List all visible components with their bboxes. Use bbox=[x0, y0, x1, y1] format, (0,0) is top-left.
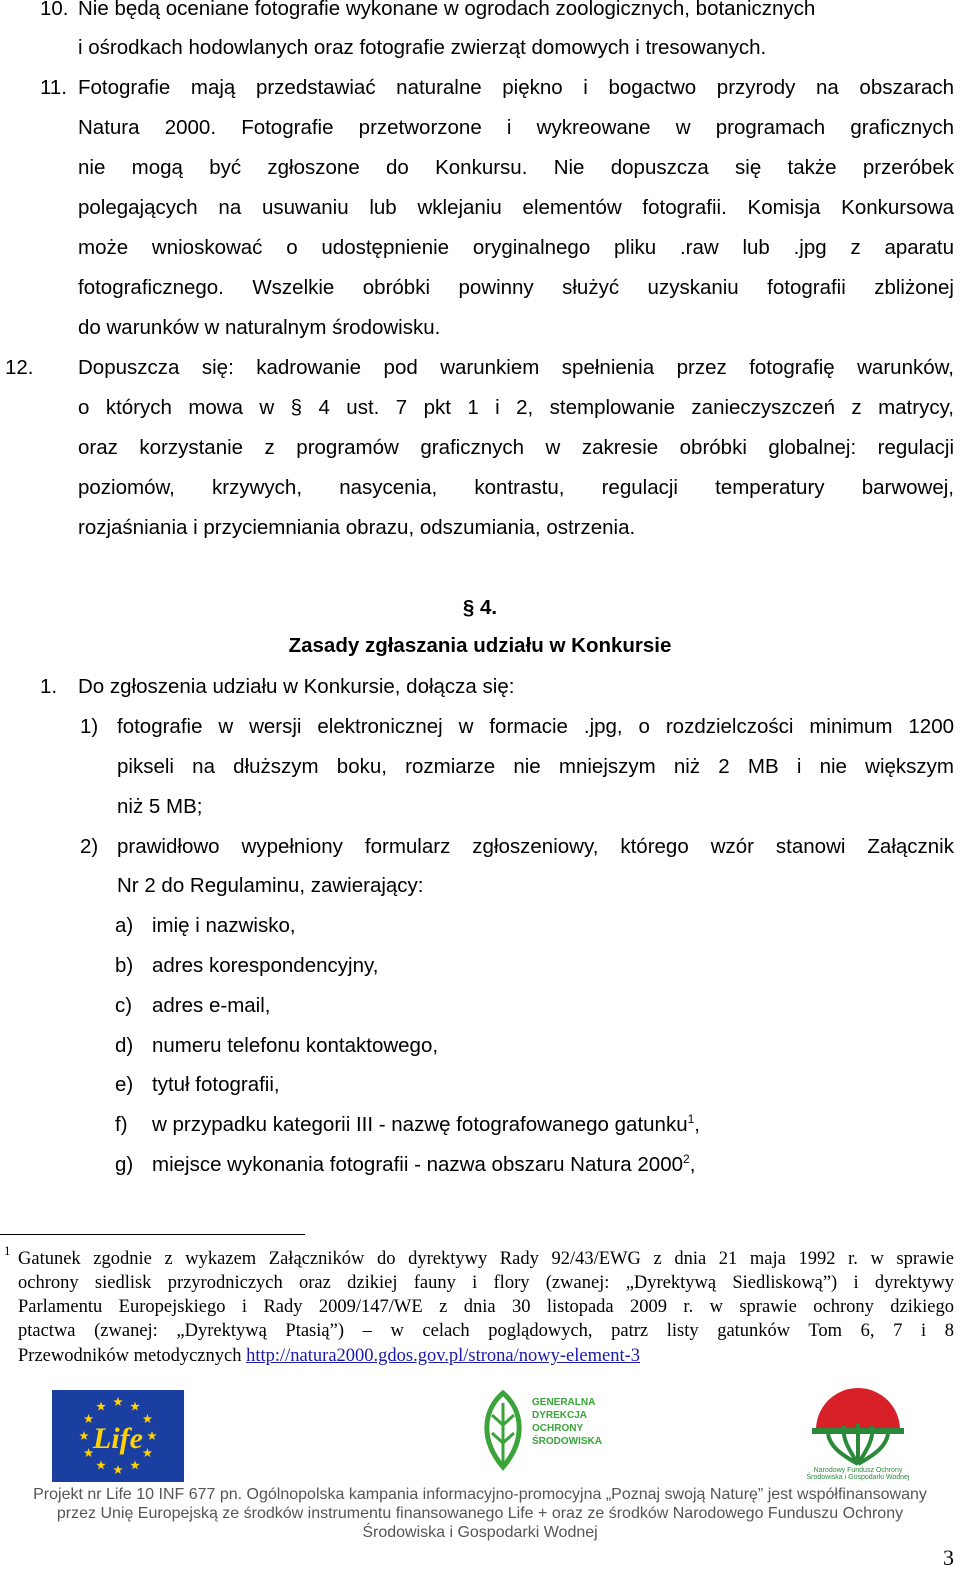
letter-item-text: miejsce wykonania fotografii - nazwa obszaru Natura 2000 bbox=[152, 1153, 683, 1176]
footnote-link[interactable]: http://natura2000.gdos.gov.pl/strona/nowy-element-3 bbox=[246, 1346, 641, 1366]
life-logo-text: Life bbox=[93, 1422, 143, 1455]
paragraph-line: Fotografie mają przedstawiać naturalne piękno i bogactwo przyrody na obszarach bbox=[78, 76, 954, 99]
nfos-text-line: Środowiska i Gospodarki Wodnej bbox=[806, 1474, 910, 1481]
letter-label: e) bbox=[115, 1073, 134, 1096]
section-title: Zasady zgłaszania udziału w Konkursie bbox=[288, 634, 672, 657]
footer-line: Projekt nr Life 10 INF 677 pn. Ogólnopolska kampania informacyjno-promocyjna „Poznaj swoją Naturę” jest współfinansowany bbox=[33, 1486, 927, 1503]
gdos-text-line: DYREKCJA bbox=[532, 1410, 588, 1421]
letter-item bbox=[152, 1113, 700, 1137]
subpoint-number: 1) bbox=[80, 715, 99, 738]
paragraph-line: Do zgłoszenia udziału w Konkursie, dołącza się: bbox=[78, 675, 515, 698]
paragraph-line: poziomów, krzywych, nasycenia, kontrastu, regulacji temperatury barwowej, bbox=[78, 476, 954, 499]
footnote-line bbox=[18, 1344, 954, 1368]
gdos-leaf-icon bbox=[478, 1385, 602, 1475]
paragraph-line: może wnioskować o udostępnienie oryginalnego pliku .raw lub .jpg z aparatu bbox=[78, 236, 954, 259]
point-number: 1. bbox=[40, 675, 58, 698]
eu-life-logo-icon bbox=[52, 1390, 184, 1482]
letter-label: f) bbox=[115, 1113, 128, 1136]
nfosigw-icon bbox=[798, 1368, 918, 1480]
paragraph-line: i ośrodkach hodowlanych oraz fotografie zwierząt domowych i tresowanych. bbox=[78, 36, 767, 59]
paragraph-line: fotografie w wersji elektronicznej w formacie .jpg, o rozdzielczości minimum 1200 bbox=[117, 715, 954, 738]
paragraph-line: niż 5 MB; bbox=[117, 795, 203, 818]
letter-item: numeru telefonu kontaktowego, bbox=[152, 1034, 439, 1057]
nfosigw-logo bbox=[798, 1368, 918, 1480]
letter-label: a) bbox=[115, 914, 134, 937]
footnote-marker: 1 bbox=[4, 1243, 11, 1258]
letter-item-text: w przypadku kategorii III - nazwę fotografowanego gatunku bbox=[152, 1113, 688, 1136]
letter-item: adres korespondencyjny, bbox=[152, 954, 379, 977]
gdos-logo bbox=[478, 1385, 602, 1475]
letter-item: imię i nazwisko, bbox=[152, 914, 296, 937]
letter-label: c) bbox=[115, 994, 133, 1017]
letter-item: adres e-mail, bbox=[152, 994, 271, 1017]
footnote-line: ochrony siedlisk przyrodniczych oraz dzikiej fauny i flory (zwanej: „Dyrektywą Siedliskową”) i dyrektywy bbox=[18, 1273, 954, 1293]
letter-label: g) bbox=[115, 1153, 134, 1176]
letter-item bbox=[152, 1153, 695, 1177]
paragraph-line: pikseli na dłuższym boku, rozmiarze nie mniejszym niż 2 MB i nie większym bbox=[117, 755, 954, 778]
paragraph-line: nie mogą być zgłoszone do Konkursu. Nie dopuszcza się także przeróbek bbox=[78, 156, 954, 179]
footnote-ref[interactable]: 2 bbox=[683, 1152, 690, 1167]
paragraph-line: Nr 2 do Regulaminu, zawierający: bbox=[117, 874, 424, 897]
gdos-text-line: OCHRONY bbox=[532, 1423, 584, 1434]
paragraph-line: rozjaśniania i przyciemniania obrazu, odszumiania, ostrzenia. bbox=[78, 516, 636, 539]
gdos-text-line: GENERALNA bbox=[532, 1397, 596, 1408]
letter-label: d) bbox=[115, 1034, 134, 1057]
letter-item-tail: , bbox=[689, 1153, 696, 1176]
page-number: 3 bbox=[943, 1545, 954, 1570]
letter-item: tytuł fotografii, bbox=[152, 1073, 280, 1096]
paragraph-line: Dopuszcza się: kadrowanie pod warunkiem spełnienia przez fotografię warunków, bbox=[78, 356, 954, 379]
footer-line: przez Unię Europejską ze środków instrumentu finansowanego Life + oraz ze środków Narodowego Funduszu Ochrony bbox=[56, 1505, 904, 1522]
point-number: 12. bbox=[5, 356, 34, 379]
paragraph-line: polegających na usuwaniu lub wklejaniu elementów fotografii. Komisja Konkursowa bbox=[78, 196, 954, 219]
footnote-ref[interactable]: 1 bbox=[687, 1112, 695, 1127]
footnote-separator bbox=[0, 1234, 305, 1235]
letter-label: b) bbox=[115, 954, 134, 977]
point-number: 10. bbox=[40, 0, 69, 20]
paragraph-line: oraz korzystanie z programów graficznych w zakresie obróbki globalnej: regulacji bbox=[78, 436, 954, 459]
footnote-line: Gatunek zgodnie z wykazem Załączników do dyrektywy Rady 92/43/EWG z dnia 21 maja 1992 r. w sprawie bbox=[18, 1249, 954, 1269]
footnote-line: ptactwa (zwanej: „Dyrektywą Ptasią”) – w celach poglądowych, patrz listy gatunków Tom 6, 7 i 8 bbox=[18, 1321, 954, 1341]
subpoint-number: 2) bbox=[80, 835, 99, 858]
paragraph-line: o których mowa w § 4 ust. 7 pkt 1 i 2, stemplowanie zanieczyszczeń z matrycy, bbox=[78, 396, 954, 419]
paragraph-line: Natura 2000. Fotografie przetworzone i wykreowane w programach graficznych bbox=[78, 116, 954, 139]
paragraph-line: fotograficznego. Wszelkie obróbki powinny służyć uzyskaniu fotografii zbliżonej bbox=[78, 276, 954, 299]
gdos-text-line: ŚRODOWISKA bbox=[532, 1436, 602, 1447]
paragraph-line: Nie będą oceniane fotografie wykonane w ogrodach zoologicznych, botanicznych bbox=[78, 0, 816, 20]
eu-life-logo bbox=[52, 1390, 184, 1482]
footer-line: Środowiska i Gospodarki Wodnej bbox=[362, 1524, 598, 1541]
paragraph-line: do warunków w naturalnym środowisku. bbox=[78, 316, 441, 339]
letter-item-tail: , bbox=[694, 1113, 700, 1136]
footnote-line: Parlamentu Europejskiego i Rady 2009/147/WE z dnia 30 listopada 2009 r. w sprawie ochrony dzikiego bbox=[18, 1297, 954, 1317]
footnote-text: Przewodników metodycznych bbox=[18, 1346, 247, 1366]
nfos-text-line: Narodowy Fundusz Ochrony bbox=[813, 1467, 903, 1474]
point-number: 11. bbox=[40, 76, 67, 99]
section-number: § 4. bbox=[462, 596, 498, 619]
paragraph-line: prawidłowo wypełniony formularz zgłoszeniowy, którego wzór stanowi Załącznik bbox=[117, 835, 954, 858]
